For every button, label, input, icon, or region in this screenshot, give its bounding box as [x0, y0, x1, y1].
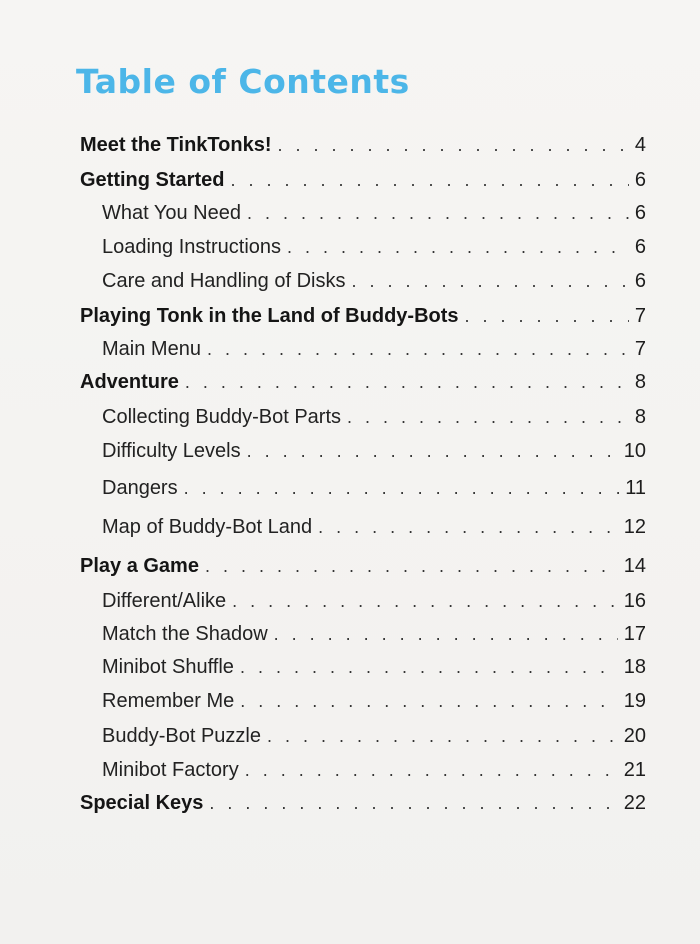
toc-entry-playing-tonk [80, 303, 646, 329]
toc-entry-label: Main Menu [102, 338, 201, 360]
toc-entry-match-the-shadow [102, 621, 646, 647]
toc-page-number: 12 [623, 516, 646, 538]
dot-leader [209, 790, 617, 816]
dot-leader [247, 438, 618, 464]
toc-page-number: 18 [623, 656, 646, 678]
toc-page-number: 7 [634, 338, 646, 360]
toc-entry-care-and-handling [102, 268, 646, 294]
dot-leader [240, 688, 617, 714]
toc-entry-label: Different/Alike [102, 590, 227, 612]
toc-entry-different-alike [102, 588, 646, 614]
toc-entry-label: Collecting Buddy-Bot Parts [102, 406, 342, 428]
toc-entry-minibot-shuffle [102, 654, 646, 680]
dot-leader [287, 234, 629, 260]
dot-leader [245, 757, 618, 783]
dot-leader [351, 268, 628, 294]
toc-entry-label: Playing Tonk in the Land of Buddy-Bots [80, 305, 459, 327]
dot-leader [274, 621, 618, 647]
dot-leader [465, 303, 629, 329]
toc-entry-special-keys [80, 790, 646, 816]
toc-entry-buddy-bot-puzzle [102, 723, 646, 749]
dot-leader [278, 132, 629, 158]
toc-page-number: 10 [623, 440, 646, 462]
toc-page-number: 22 [623, 792, 646, 814]
toc-entry-loading-instructions [102, 234, 646, 260]
dot-leader [184, 475, 620, 501]
toc-page-number: 8 [634, 406, 646, 428]
dot-leader [207, 336, 629, 362]
page-title: Table of Contents [76, 62, 410, 101]
dot-leader [205, 553, 618, 579]
toc-page-number: 8 [634, 371, 646, 393]
toc-entry-difficulty-levels [102, 438, 646, 464]
toc-entry-minibot-factory [102, 757, 646, 783]
toc-page-number: 14 [623, 555, 646, 577]
toc-entry-label: Meet the TinkTonks! [80, 134, 272, 156]
toc-page-number: 6 [634, 169, 646, 191]
toc-entry-label: Adventure [80, 371, 179, 393]
toc-entry-label: Remember Me [102, 690, 235, 712]
toc-entry-label: Special Keys [80, 792, 204, 814]
toc-entry-label: Match the Shadow [102, 623, 268, 645]
toc-entry-label: Map of Buddy-Bot Land [102, 516, 313, 538]
toc-entry-label: Buddy-Bot Puzzle [102, 725, 261, 747]
dot-leader [347, 404, 629, 430]
dot-leader [185, 369, 629, 395]
toc-page-number: 20 [623, 725, 646, 747]
toc-entry-adventure [80, 369, 646, 395]
toc-entry-label: Minibot Shuffle [102, 656, 234, 678]
dot-leader [318, 514, 618, 540]
toc-page-number: 21 [623, 759, 646, 781]
toc-entry-label: Difficulty Levels [102, 440, 241, 462]
toc-page-number: 4 [634, 134, 646, 156]
toc-entry-dangers [102, 475, 646, 501]
toc-page-number: 6 [634, 270, 646, 292]
toc-entry-label: Loading Instructions [102, 236, 282, 258]
toc-entry-main-menu [102, 336, 646, 362]
dot-leader [230, 167, 628, 193]
toc-entry-what-you-need [102, 200, 646, 226]
toc-entry-meet-the-tinktonks [80, 132, 646, 158]
toc-entry-label: Getting Started [80, 169, 225, 191]
toc-page-number: 19 [623, 690, 646, 712]
toc-entry-remember-me [102, 688, 646, 714]
toc-entry-collecting-parts [102, 404, 646, 430]
toc-entry-label: Care and Handling of Disks [102, 270, 346, 292]
dot-leader [267, 723, 618, 749]
dot-leader [240, 654, 618, 680]
toc-entry-label: Dangers [102, 477, 178, 499]
toc-page-number: 7 [634, 305, 646, 327]
toc-entry-getting-started [80, 167, 646, 193]
dot-leader [247, 200, 629, 226]
toc-page-number: 17 [623, 623, 646, 645]
toc-entry-label: What You Need [102, 202, 241, 224]
dot-leader [232, 588, 618, 614]
table-of-contents [80, 0, 646, 944]
toc-entry-label: Minibot Factory [102, 759, 239, 781]
toc-page-number: 11 [625, 477, 646, 499]
toc-entry-label: Play a Game [80, 555, 199, 577]
toc-page-number: 6 [634, 202, 646, 224]
toc-entry-play-a-game [80, 553, 646, 579]
toc-page-number: 6 [634, 236, 646, 258]
toc-entry-map [102, 514, 646, 540]
toc-page-number: 16 [623, 590, 646, 612]
